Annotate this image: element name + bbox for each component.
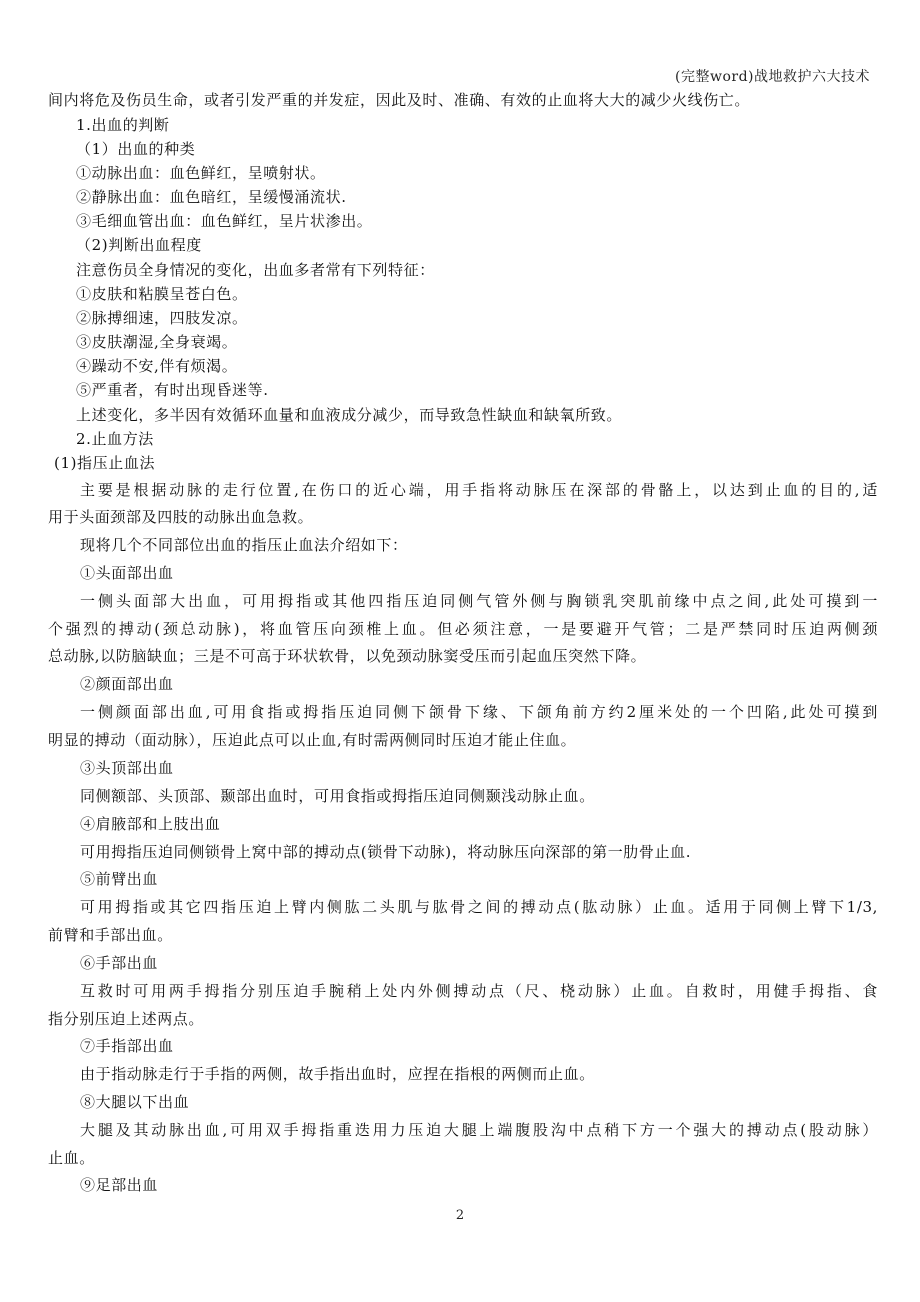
item-heading: ⑧大腿以下出血 <box>80 1093 190 1111</box>
subsection-heading: （2)判断出血程度 <box>76 236 202 254</box>
page-header: (完整word)战地救护六大技术 <box>675 69 870 85</box>
text-line: 前臂和手部出血。 <box>48 926 173 944</box>
text-line: ③皮肤潮湿,全身衰竭。 <box>76 333 238 351</box>
subsection-heading: （1）出血的种类 <box>76 140 196 158</box>
page-number: 2 <box>455 1208 465 1223</box>
text-line: 现将几个不同部位出血的指压止血法介绍如下： <box>80 536 408 554</box>
text-line: 间内将危及伤员生命，或者引发严重的并发症，因此及时、准确、有效的止血将大大的减少火线伤亡。 <box>48 91 751 109</box>
item-heading: ③头顶部出血 <box>80 759 174 777</box>
text-line: ①皮肤和粘膜呈苍白色。 <box>76 285 248 303</box>
text-line: ④躁动不安,伴有烦渴。 <box>76 357 238 375</box>
text-line: 上述变化，多半因有效循环血量和血液成分减少，而导致急性缺血和缺氧所致。 <box>76 406 623 424</box>
text-line: 大腿及其动脉出血,可用双手拇指重迭用力压迫大腿上端腹股沟中点稍下方一个强大的搏动点(股动脉） <box>80 1121 878 1139</box>
text-line: 个强烈的搏动(颈总动脉)，将血管压向颈椎上血。但必须注意，一是要避开气管；二是严禁同时压迫两侧颈 <box>48 620 878 638</box>
item-heading: ⑨足部出血 <box>80 1176 159 1194</box>
item-heading: ⑦手指部出血 <box>80 1037 174 1055</box>
text-line: 由于指动脉走行于手指的两侧，故手指出血时，应捏在指根的两侧而止血。 <box>80 1065 595 1083</box>
text-line: 明显的搏动（面动脉），压迫此点可以止血,有时需两侧同时压迫才能止住血。 <box>48 731 577 749</box>
section-heading: 2.止血方法 <box>76 430 154 448</box>
subsection-heading: (1)指压止血法 <box>54 454 156 472</box>
text-line: 同侧额部、头顶部、颞部出血时，可用食指或拇指压迫同侧颞浅动脉止血。 <box>80 787 595 805</box>
text-line: 一侧头面部大出血，可用拇指或其他四指压迫同侧气管外侧与胸锁乳突肌前缘中点之间,此处可摸到一 <box>80 592 878 610</box>
text-line: ①动脉出血：血色鲜红，呈喷射状。 <box>76 164 326 182</box>
text-line: ②脉搏细速，四肢发凉。 <box>76 309 248 327</box>
text-line: 总动脉,以防脑缺血；三是不可高于环状软骨，以免颈动脉窦受压而引起血压突然下降。 <box>48 647 647 665</box>
text-line: ②静脉出血：血色暗红，呈缓慢涌流状. <box>76 188 347 206</box>
text-line: 注意伤员全身情况的变化，出血多者常有下列特征： <box>76 261 435 279</box>
text-line: 可用拇指压迫同侧锁骨上窝中部的搏动点(锁骨下动脉)，将动脉压向深部的第一肋骨止血. <box>80 843 692 861</box>
text-line: 主要是根据动脉的走行位置,在伤口的近心端，用手指将动脉压在深部的骨骼上，以达到止血的目的,适 <box>80 481 878 499</box>
text-line: 互救时可用两手拇指分别压迫手腕稍上处内外侧搏动点（尺、桡动脉）止血。自救时，用健手拇指、食 <box>80 982 878 1000</box>
text-line: 止血。 <box>48 1149 95 1167</box>
item-heading: ①头面部出血 <box>80 564 174 582</box>
text-line: 可用拇指或其它四指压迫上臂内侧肱二头肌与肱骨之间的搏动点(肱动脉）止血。适用于同侧上臂下1/3, <box>80 898 878 916</box>
text-line: ⑤严重者，有时出现昏迷等. <box>76 381 269 399</box>
item-heading: ⑥手部出血 <box>80 954 159 972</box>
item-heading: ②颜面部出血 <box>80 675 174 693</box>
item-heading: ⑤前臂出血 <box>80 870 159 888</box>
text-line: 一侧颜面部出血,可用食指或拇指压迫同侧下颌骨下缘、下颌角前方约2厘米处的一个凹陷,此处可摸到 <box>80 703 878 721</box>
text-line: 用于头面颈部及四肢的动脉出血急救。 <box>48 508 314 526</box>
item-heading: ④肩腋部和上肢出血 <box>80 815 221 833</box>
section-heading: 1.出血的判断 <box>76 116 170 134</box>
text-line: 指分别压迫上述两点。 <box>48 1010 205 1028</box>
text-line: ③毛细血管出血：血色鲜红，呈片状渗出。 <box>76 212 373 230</box>
